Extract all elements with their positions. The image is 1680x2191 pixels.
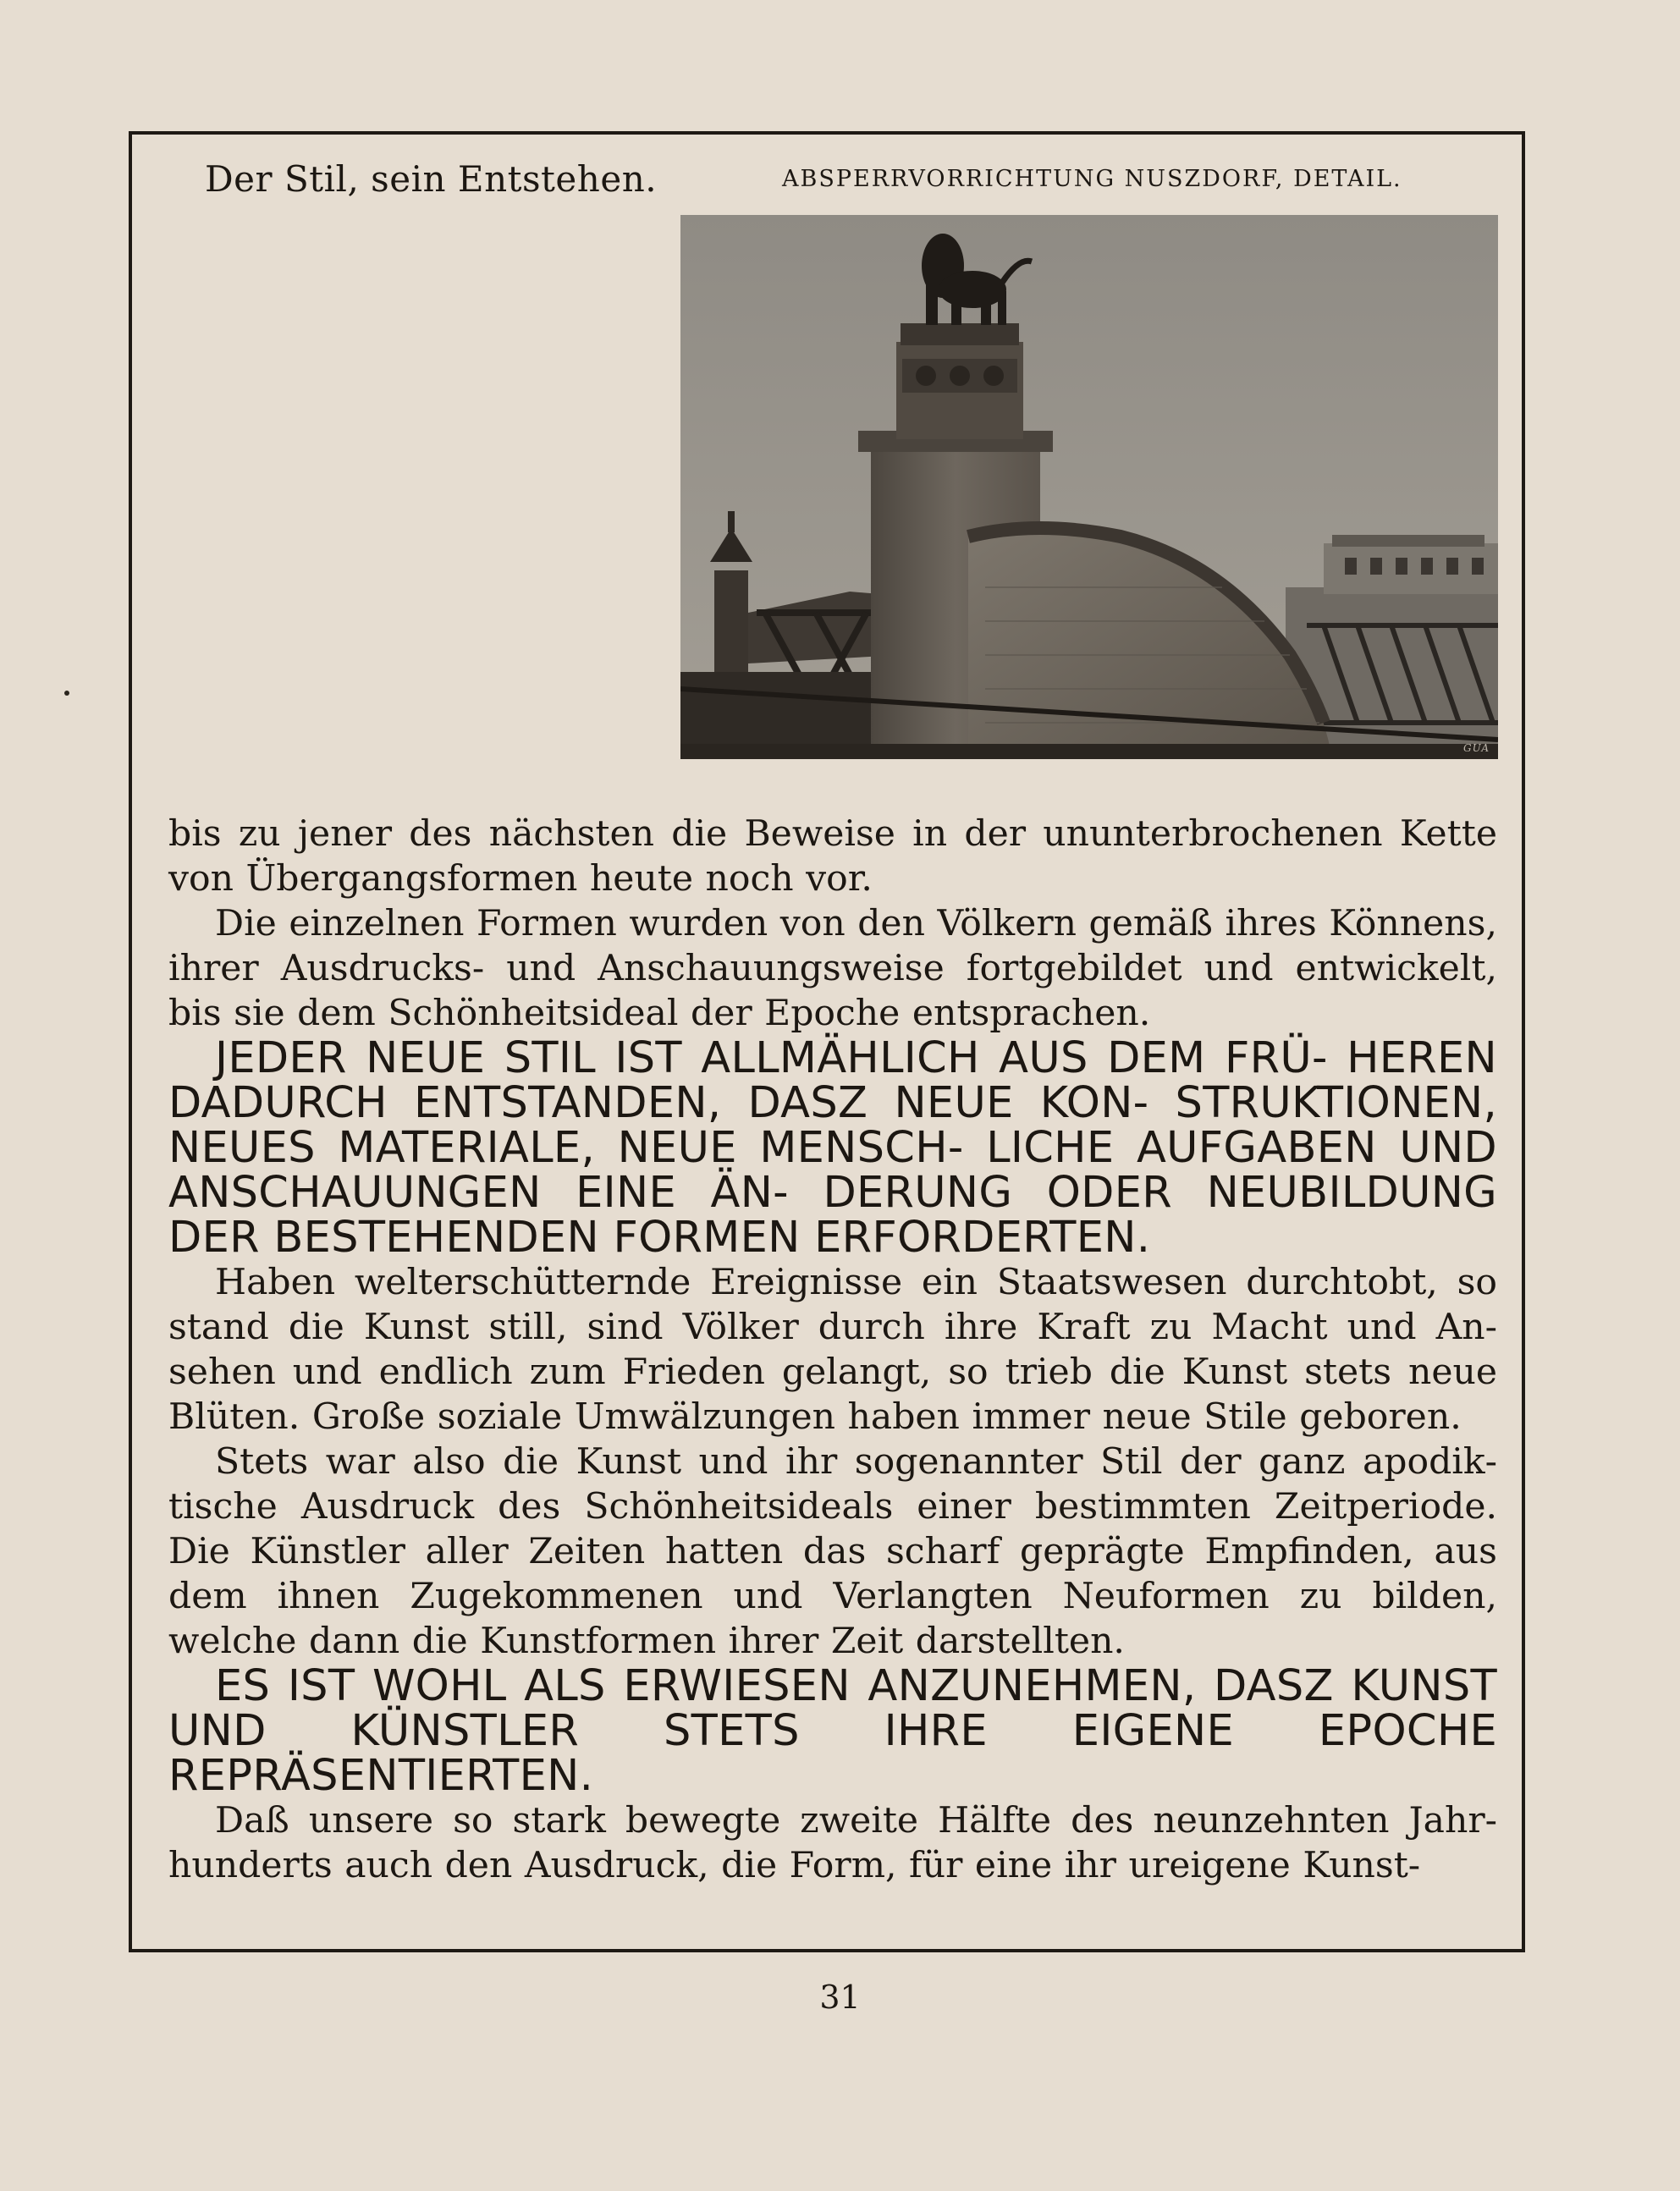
paragraph-1: bis zu jener des nächsten die Beweise in der ununterbrochenen Kette von Übergangsformen heute noch vor. bbox=[168, 813, 1497, 900]
paragraph-3: Haben welterschütternde Ereignisse ein Staatswesen durchtobt, so stand die Kunst still, sind Völker durch ihre Kraft zu Macht und An‐ sehen und endlich zum Frieden gelangt, so trieb die Kunst stets neue Blüten. Große soziale Umwälzungen haben immer neue Stile geboren. bbox=[168, 1262, 1497, 1438]
emphasis-paragraph-1: JEDER NEUE STIL IST ALLMÄHLICH AUS DEM FRÜ‐ HEREN DADURCH ENTSTANDEN, DASZ NEUE KON‐ STRUKTIONEN, NEUES MATERIALE, NEUE MENSCH‐ LICHE AUFGABEN UND ANSCHAUUNGEN EINE ÄN‐ DERUNG ODER NEUBILDUNG DER BESTEHENDEN FORMEN ERFORDERTEN. bbox=[168, 1033, 1497, 1263]
body-text bbox=[168, 812, 1497, 1888]
photo-illustration bbox=[680, 215, 1498, 759]
page-frame bbox=[129, 131, 1525, 1952]
paragraph-2: Die einzelnen Formen wurden von den Völkern gemäß ihres Könnens, ihrer Ausdrucks‐ und Anschauungsweise fortgebildet und entwickelt, bis sie dem Schönheitsideal der Epoche entsprachen. bbox=[168, 903, 1497, 1034]
emphasis-paragraph-2: ES IST WOHL ALS ERWIESEN ANZUNEHMEN, DASZ KUNST UND KÜNSTLER STETS IHRE EIGENE EPOCHE REPRÄSENTIERTEN. bbox=[168, 1661, 1497, 1801]
paper-speck bbox=[64, 691, 69, 696]
photograph-lion-pylon-bridge bbox=[680, 215, 1498, 759]
paragraph-4: Stets war also die Kunst und ihr sogenannter Stil der ganz apodik‐ tische Ausdruck des Schönheitsideals einer bestimmten Zeitperiode. Die Künstler aller Zeiten hatten das scharf geprägte Empfinden, aus dem ihnen Zugekommenen und Verlangten Neuformen zu bilden, welche dann die Kunstformen ihrer Zeit darstellten. bbox=[168, 1441, 1497, 1662]
photo-caption: ABSPERRVORRICHTUNG NUSZDORF, DETAIL. bbox=[782, 166, 1402, 192]
running-title: Der Stil, sein Entstehen. bbox=[205, 158, 658, 200]
photographer-signature: GUA bbox=[1463, 742, 1490, 754]
paragraph-5: Daß unsere so stark bewegte zweite Hälfte des neunzehnten Jahr‐ hunderts auch den Ausdruck, die Form, für eine ihr ureigene Kunst‐ bbox=[168, 1800, 1497, 1886]
page-number: 31 bbox=[819, 1979, 861, 2016]
